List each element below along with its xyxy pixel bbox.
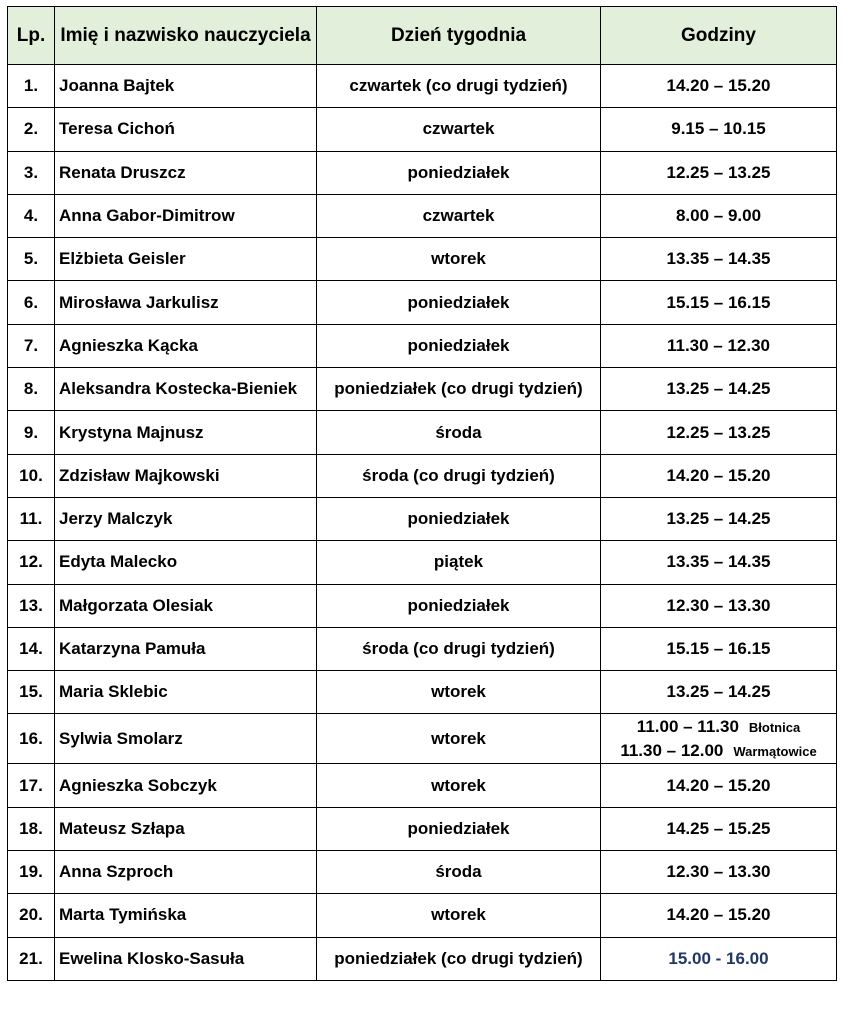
hours-cell: 12.30 – 13.30 bbox=[601, 851, 837, 894]
teacher-name: Katarzyna Pamuła bbox=[55, 627, 317, 670]
hours-cell: 14.20 – 15.20 bbox=[601, 764, 837, 807]
teacher-name: Aleksandra Kostecka-Bieniek bbox=[55, 368, 317, 411]
teacher-name: Edyta Malecko bbox=[55, 541, 317, 584]
table-row bbox=[8, 937, 837, 980]
hours-location: Błotnica bbox=[748, 719, 801, 735]
day-of-week: środa bbox=[317, 851, 601, 894]
row-number: 1. bbox=[8, 65, 55, 108]
table-row bbox=[8, 541, 837, 584]
hours-line bbox=[605, 739, 832, 763]
row-number: 21. bbox=[8, 937, 55, 980]
row-number: 20. bbox=[8, 894, 55, 937]
teacher-name: Mirosława Jarkulisz bbox=[55, 281, 317, 324]
day-of-week: wtorek bbox=[317, 894, 601, 937]
hours-cell: 14.25 – 15.25 bbox=[601, 807, 837, 850]
day-of-week: poniedziałek bbox=[317, 324, 601, 367]
table-row bbox=[8, 281, 837, 324]
row-number: 10. bbox=[8, 454, 55, 497]
hours-cell: 14.20 – 15.20 bbox=[601, 894, 837, 937]
table-row bbox=[8, 671, 837, 714]
day-of-week: poniedziałek bbox=[317, 584, 601, 627]
teacher-name: Maria Sklebic bbox=[55, 671, 317, 714]
teacher-name: Sylwia Smolarz bbox=[55, 714, 317, 764]
day-of-week: poniedziałek bbox=[317, 151, 601, 194]
day-of-week: czwartek bbox=[317, 108, 601, 151]
day-of-week: wtorek bbox=[317, 238, 601, 281]
row-number: 3. bbox=[8, 151, 55, 194]
row-number: 5. bbox=[8, 238, 55, 281]
day-of-week: środa (co drugi tydzień) bbox=[317, 454, 601, 497]
row-number: 17. bbox=[8, 764, 55, 807]
day-of-week: środa (co drugi tydzień) bbox=[317, 627, 601, 670]
hours-cell: 13.25 – 14.25 bbox=[601, 368, 837, 411]
teacher-name: Agnieszka Sobczyk bbox=[55, 764, 317, 807]
hours-cell: 14.20 – 15.20 bbox=[601, 454, 837, 497]
hours-cell: 15.15 – 16.15 bbox=[601, 627, 837, 670]
teacher-name: Małgorzata Olesiak bbox=[55, 584, 317, 627]
table-row bbox=[8, 764, 837, 807]
day-of-week: piątek bbox=[317, 541, 601, 584]
teacher-name: Agnieszka Kącka bbox=[55, 324, 317, 367]
table-row bbox=[8, 411, 837, 454]
hours-cell: 12.25 – 13.25 bbox=[601, 151, 837, 194]
table-row bbox=[8, 368, 837, 411]
row-number: 11. bbox=[8, 497, 55, 540]
hours-cell: 13.35 – 14.35 bbox=[601, 238, 837, 281]
day-of-week: czwartek (co drugi tydzień) bbox=[317, 65, 601, 108]
hours-cell: 12.25 – 13.25 bbox=[601, 411, 837, 454]
header-hours: Godziny bbox=[601, 7, 837, 65]
hours-cell: 9.15 – 10.15 bbox=[601, 108, 837, 151]
day-of-week: czwartek bbox=[317, 194, 601, 237]
day-of-week: wtorek bbox=[317, 714, 601, 764]
teacher-name: Mateusz Szłapa bbox=[55, 807, 317, 850]
table-row bbox=[8, 65, 837, 108]
hours-cell: 13.35 – 14.35 bbox=[601, 541, 837, 584]
row-number: 13. bbox=[8, 584, 55, 627]
teacher-name: Zdzisław Majkowski bbox=[55, 454, 317, 497]
day-of-week: poniedziałek bbox=[317, 281, 601, 324]
consultation-hours-table bbox=[7, 6, 837, 981]
hours-cell: 13.25 – 14.25 bbox=[601, 497, 837, 540]
row-number: 4. bbox=[8, 194, 55, 237]
hours-location: Warmątowice bbox=[733, 743, 817, 759]
table-row bbox=[8, 714, 837, 764]
header-lp: Lp. bbox=[8, 7, 55, 65]
table-row bbox=[8, 454, 837, 497]
row-number: 14. bbox=[8, 627, 55, 670]
row-number: 19. bbox=[8, 851, 55, 894]
table-row bbox=[8, 324, 837, 367]
day-of-week: wtorek bbox=[317, 671, 601, 714]
row-number: 9. bbox=[8, 411, 55, 454]
table-body bbox=[8, 65, 837, 981]
row-number: 6. bbox=[8, 281, 55, 324]
hours-cell bbox=[601, 714, 837, 764]
hours-cell: 12.30 – 13.30 bbox=[601, 584, 837, 627]
hours-line bbox=[605, 715, 832, 739]
teacher-name: Renata Druszcz bbox=[55, 151, 317, 194]
day-of-week: wtorek bbox=[317, 764, 601, 807]
hours-cell: 13.25 – 14.25 bbox=[601, 671, 837, 714]
day-of-week: poniedziałek bbox=[317, 807, 601, 850]
teacher-name: Marta Tymińska bbox=[55, 894, 317, 937]
teacher-name: Anna Gabor-Dimitrow bbox=[55, 194, 317, 237]
table-row bbox=[8, 627, 837, 670]
hours-time: 11.00 – 11.30 bbox=[636, 716, 739, 736]
teacher-name: Joanna Bajtek bbox=[55, 65, 317, 108]
day-of-week: poniedziałek bbox=[317, 497, 601, 540]
teacher-name: Anna Szproch bbox=[55, 851, 317, 894]
teacher-name: Elżbieta Geisler bbox=[55, 238, 317, 281]
hours-cell: 15.00 - 16.00 bbox=[601, 937, 837, 980]
table-row bbox=[8, 151, 837, 194]
row-number: 8. bbox=[8, 368, 55, 411]
table-header-row bbox=[8, 7, 837, 65]
hours-cell: 8.00 – 9.00 bbox=[601, 194, 837, 237]
table-row bbox=[8, 584, 837, 627]
header-day: Dzień tygodnia bbox=[317, 7, 601, 65]
row-number: 12. bbox=[8, 541, 55, 584]
hours-cell: 14.20 – 15.20 bbox=[601, 65, 837, 108]
day-of-week: środa bbox=[317, 411, 601, 454]
hours-time: 11.30 – 12.00 bbox=[620, 740, 724, 760]
row-number: 2. bbox=[8, 108, 55, 151]
day-of-week: poniedziałek (co drugi tydzień) bbox=[317, 368, 601, 411]
teacher-name: Ewelina Klosko-Sasuła bbox=[55, 937, 317, 980]
row-number: 7. bbox=[8, 324, 55, 367]
row-number: 16. bbox=[8, 714, 55, 764]
table-row bbox=[8, 108, 837, 151]
table-row bbox=[8, 194, 837, 237]
table-row bbox=[8, 497, 837, 540]
teacher-name: Teresa Cichoń bbox=[55, 108, 317, 151]
hours-cell: 11.30 – 12.30 bbox=[601, 324, 837, 367]
table-row bbox=[8, 807, 837, 850]
hours-cell: 15.15 – 16.15 bbox=[601, 281, 837, 324]
teacher-name: Krystyna Majnusz bbox=[55, 411, 317, 454]
row-number: 15. bbox=[8, 671, 55, 714]
table-row bbox=[8, 894, 837, 937]
header-teacher-name: Imię i nazwisko nauczyciela bbox=[55, 7, 317, 65]
table-row bbox=[8, 851, 837, 894]
table-row bbox=[8, 238, 837, 281]
teacher-name: Jerzy Malczyk bbox=[55, 497, 317, 540]
day-of-week: poniedziałek (co drugi tydzień) bbox=[317, 937, 601, 980]
row-number: 18. bbox=[8, 807, 55, 850]
